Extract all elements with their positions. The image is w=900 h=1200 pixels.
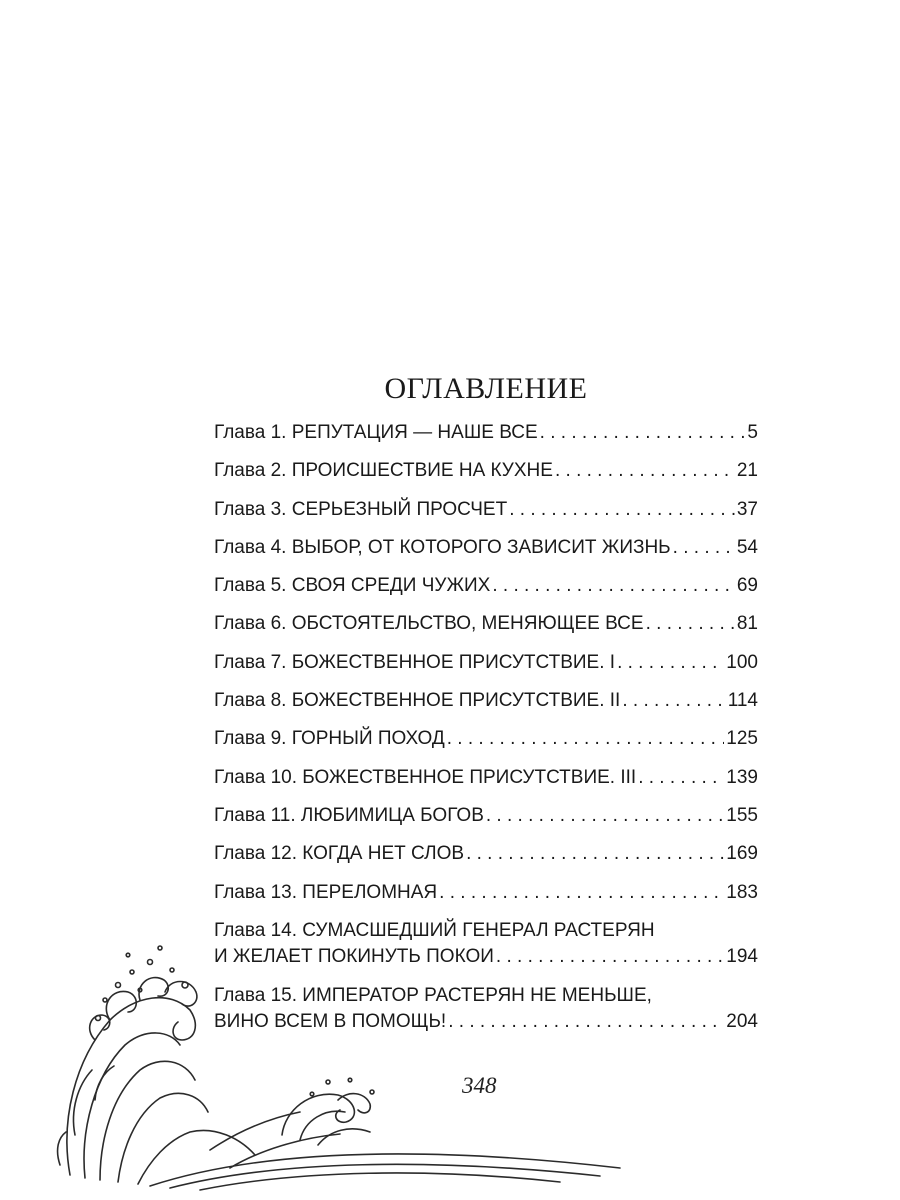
chapter-title-line-1: Глава 14. СУМАСШЕДШИЙ ГЕНЕРАЛ РАСТЕРЯН xyxy=(214,919,655,941)
page-number: 54 xyxy=(736,536,758,558)
page-number: 183 xyxy=(726,881,758,903)
toc-list xyxy=(214,420,758,1048)
toc-entry xyxy=(214,880,758,918)
page-number: 5 xyxy=(747,422,758,443)
chapter-title: Глава 12. КОГДА НЕТ СЛОВ xyxy=(214,843,465,865)
dot-leader xyxy=(540,420,746,446)
toc-entry xyxy=(214,841,758,879)
dot-leader xyxy=(447,726,725,752)
chapter-title: Глава 5. СВОЯ СРЕДИ ЧУЖИХ xyxy=(214,575,491,597)
toc-entry-line xyxy=(214,726,758,752)
chapter-title: Глава 1. РЕПУТАЦИЯ — НАШЕ ВСЕ xyxy=(214,422,538,443)
toc-entry xyxy=(214,458,758,496)
chapter-title: Глава 6. ОБСТОЯТЕЛЬСТВО, МЕНЯЮЩЕЕ ВСЕ xyxy=(214,613,644,635)
chapter-title-line-2: И ЖЕЛАЕТ ПОКИНУТЬ ПОКОИ xyxy=(214,945,494,967)
page-folio: 348 xyxy=(462,1073,497,1098)
page-number: 114 xyxy=(727,690,758,712)
chapter-title: Глава 10. БОЖЕСТВЕННОЕ ПРИСУТСТВИЕ. III xyxy=(214,766,637,788)
toc-entry xyxy=(214,573,758,611)
chapter-title: Глава 7. БОЖЕСТВЕННОЕ ПРИСУТСТВИЕ. I xyxy=(214,651,616,673)
toc-entry-line xyxy=(214,497,758,523)
toc-entry-line xyxy=(214,458,758,484)
toc-entry-line xyxy=(214,573,758,599)
page-number: 125 xyxy=(726,728,758,750)
dot-leader xyxy=(622,688,725,714)
toc-entry-line xyxy=(214,1009,758,1035)
chapter-title: Глава 4. ВЫБОР, ОТ КОТОРОГО ЗАВИСИТ ЖИЗНЬ xyxy=(214,536,671,558)
dot-leader xyxy=(466,841,724,867)
toc-entry xyxy=(214,535,758,573)
dot-leader xyxy=(617,650,724,676)
page-number: 155 xyxy=(726,804,758,826)
toc-entry-line xyxy=(214,611,758,637)
page-number: 169 xyxy=(726,843,758,865)
chapter-title: Глава 9. ГОРНЫЙ ПОХОД xyxy=(214,728,445,750)
page-number: 21 xyxy=(736,460,758,482)
toc-entry-line xyxy=(214,535,758,561)
dot-leader xyxy=(555,458,735,484)
dot-leader xyxy=(638,765,724,791)
toc-entry xyxy=(214,650,758,688)
chapter-title: Глава 3. СЕРЬЕЗНЫЙ ПРОСЧЕТ xyxy=(214,498,508,520)
toc-entry-line xyxy=(214,944,758,970)
page-number: 37 xyxy=(736,498,758,520)
page-number: 139 xyxy=(726,766,758,788)
toc-entry xyxy=(214,688,758,726)
toc-entry xyxy=(214,918,758,983)
page-number: 194 xyxy=(726,945,758,967)
toc-entry-line xyxy=(214,688,758,714)
chapter-title: Глава 8. БОЖЕСТВЕННОЕ ПРИСУТСТВИЕ. II xyxy=(214,690,621,712)
toc-entry xyxy=(214,765,758,803)
page-number: 204 xyxy=(726,1010,758,1032)
chapter-title-line-1: Глава 15. ИМПЕРАТОР РАСТЕРЯН НЕ МЕНЬШЕ, xyxy=(214,984,652,1006)
toc-entry-line xyxy=(214,650,758,676)
dot-leader xyxy=(646,611,735,637)
toc-entry-line xyxy=(214,765,758,791)
dot-leader xyxy=(439,880,724,906)
toc-entry xyxy=(214,983,758,1048)
toc-entry xyxy=(214,420,758,458)
toc-title: ОГЛАВЛЕНИЕ xyxy=(384,372,588,406)
chapter-title-line-2: ВИНО ВСЕМ В ПОМОЩЬ! xyxy=(214,1010,447,1032)
toc-entry-line xyxy=(214,803,758,829)
chapter-title: Глава 13. ПЕРЕЛОМНАЯ xyxy=(214,881,438,903)
dot-leader xyxy=(673,535,735,561)
chapter-title: Глава 2. ПРОИСШЕСТВИЕ НА КУХНЕ xyxy=(214,460,553,482)
dot-leader xyxy=(486,803,724,829)
chapter-title: Глава 11. ЛЮБИМИЦА БОГОВ xyxy=(214,804,484,826)
dot-leader xyxy=(496,944,724,970)
page-number: 100 xyxy=(726,651,758,673)
dot-leader xyxy=(448,1009,724,1035)
toc-entry xyxy=(214,726,758,764)
toc-entry xyxy=(214,497,758,535)
page-number: 81 xyxy=(736,613,758,635)
toc-entry-line xyxy=(214,420,758,446)
page-number: 69 xyxy=(736,575,758,597)
toc-entry-line xyxy=(214,880,758,906)
toc-entry xyxy=(214,803,758,841)
toc-entry xyxy=(214,611,758,649)
toc-entry-line xyxy=(214,841,758,867)
dot-leader xyxy=(492,573,735,599)
dot-leader xyxy=(509,497,735,523)
